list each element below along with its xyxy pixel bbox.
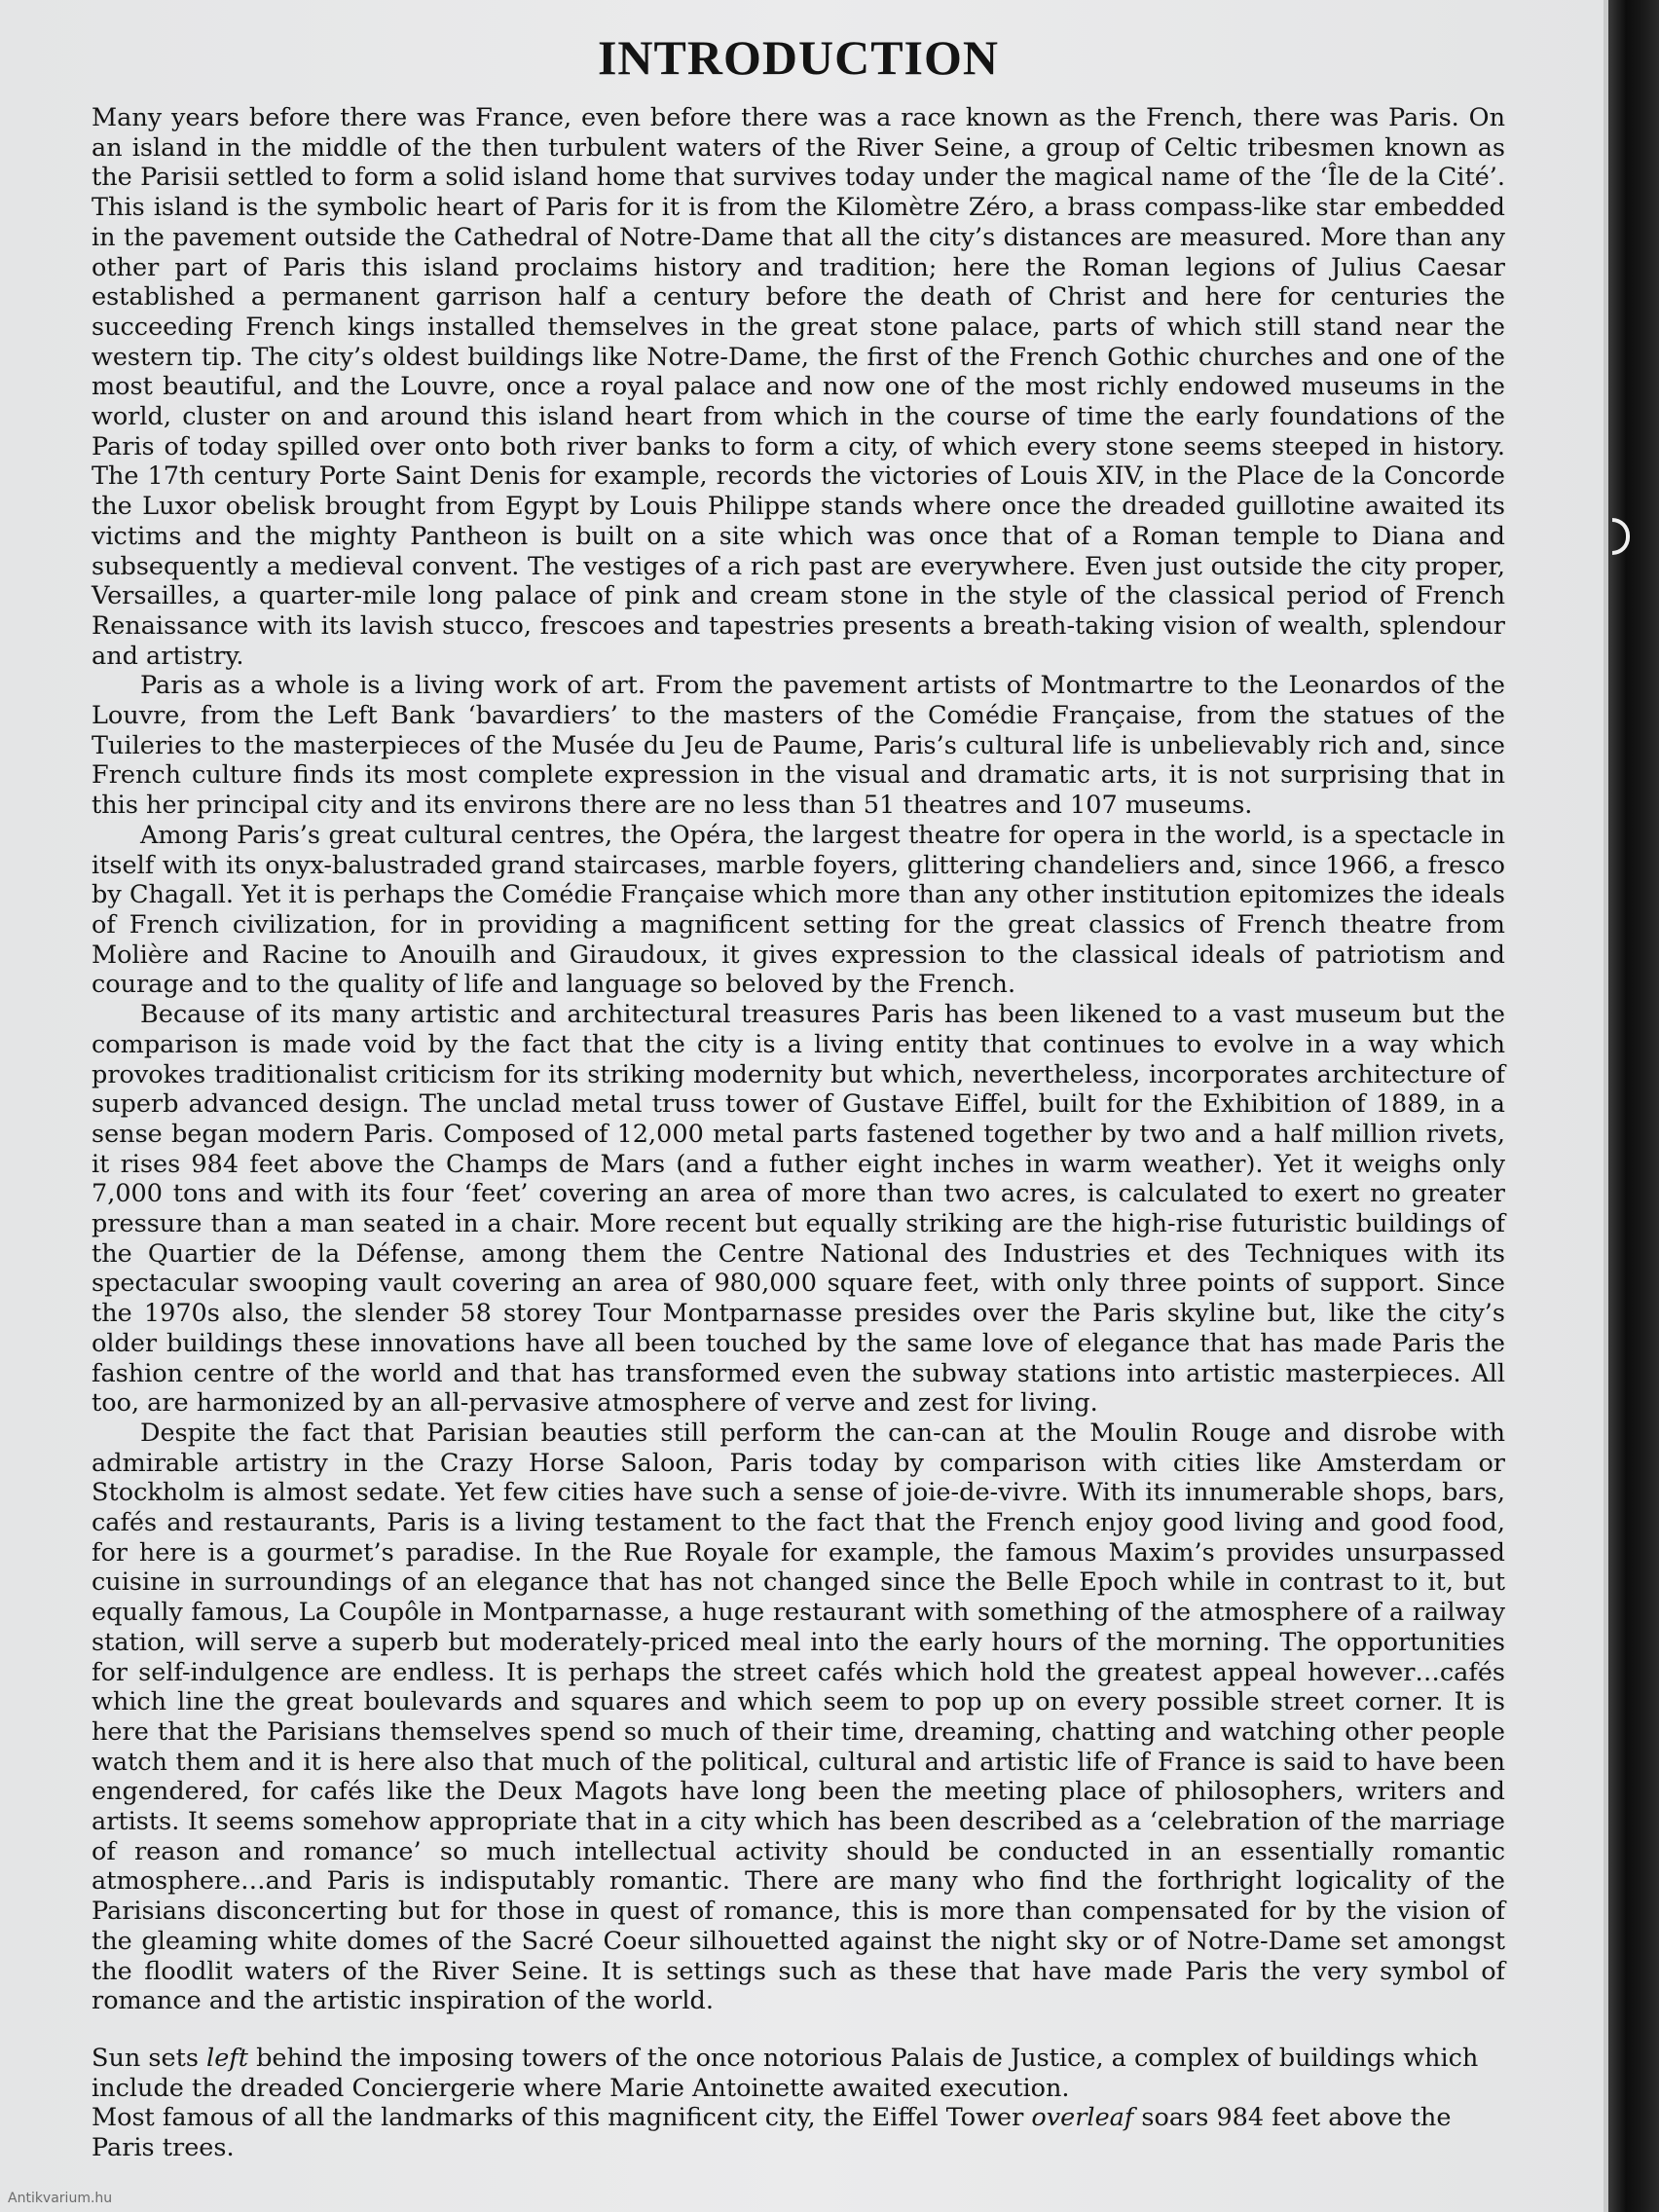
paragraph-5: Despite the fact that Parisian beauties still perform the can-can at the Moulin Rouge and disrobe with admirable artistry in the Crazy Horse Saloon, Paris today by comparison with cities like Amsterdam or Stockholm is almost sedate. Yet few cities have such a sense of joie-de-vivre. With its innumerable shops, bars, cafés and restaurants, Paris is a living testament to the fact that the French enjoy good living and good food, for here is a gourmet’s paradise. In the Rue Royale for example, the famous Maxim’s provides unsurpassed cuisine in surroundings of an elegance that has not changed since the Belle Epoch while in contrast to it, but equally famous, La Coupôle in Montparnasse, a huge restaurant with something of the atmosphere of a railway station, will serve a superb but moderately-priced meal into the early hours of the morning. The opportunities for self-indulgence are endless. It is perhaps the street cafés which hold the greatest appeal however…cafés which line the great boulevards and squares and which seem to pop up on every possible street corner. It is here that the Parisians themselves spend so much of their time, dreaming, chatting and watching other people watch them and it is here also that much of the political, cultural and artistic life of France is said to have been engendered, for cafés like the Deux Magots have long been the meeting place of philosophers, writers and artists. It seems somehow appropriate that in a city which has been described as a ‘celebration of the marriage of reason and romance’ so much intellectual activity should be conducted in an essentially romantic atmosphere…and Paris is indisputably romantic. There are many who find the forthright logicality of the Parisians disconcerting but for those in quest of romance, this is more than compensated for by the vision of the gleaming white domes of the Sacré Coeur silhouetted against the night sky or of Notre-Dame set amongst the floodlit waters of the River Seine. It is settings such as these that have made Paris the very symbol of romance and the artistic inspiration of the world. <box>92 1418 1505 2016</box>
caption-1-text-start: Sun sets <box>92 2044 207 2073</box>
photo-captions <box>92 2044 1505 2163</box>
page-title: INTRODUCTION <box>597 30 1000 85</box>
caption-1-direction: left <box>206 2044 248 2073</box>
caption-1 <box>92 2044 1505 2103</box>
caption-2-text-end: soars 984 feet above the Paris trees. <box>92 2103 1452 2163</box>
caption-2 <box>92 2103 1505 2162</box>
book-binding <box>1608 0 1659 2212</box>
introduction-body <box>92 103 1505 2016</box>
paragraph-4: Because of its many artistic and architectural treasures Paris has been likened to a vast museum but the comparison is made void by the fact that the city is a living entity that continues to evolve in a way which provokes traditionalist criticism for its striking modernity but which, nevertheless, incorporates architecture of superb advanced design. The unclad metal truss tower of Gustave Eiffel, built for the Exhibition of 1889, in a sense began modern Paris. Composed of 12,000 metal parts fastened together by two and a half million rivets, it rises 984 feet above the Champs de Mars (and a futher eight inches in warm weather). Yet it weighs only 7,000 tons and with its four ‘feet’ covering an area of more than two acres, is calculated to exert no greater pressure than a man seated in a chair. More recent but equally striking are the high-rise futuristic buildings of the Quartier de la Défense, among them the Centre National des Industries et des Techniques with its spectacular swooping vault covering an area of 980,000 square feet, with only three points of support. Since the 1970s also, the slender 58 storey Tour Montparnasse presides over the Paris skyline but, like the city’s older buildings these innovations have all been touched by the same love of elegance that has made Paris the fashion centre of the world and that has transformed even the subway stations into artistic masterpieces. All too, are harmonized by an all-pervasive atmosphere of verve and zest for living. <box>92 1000 1505 1419</box>
paragraph-3: Among Paris’s great cultural centres, the Opéra, the largest theatre for opera in the world, is a spectacle in itself with its onyx-balustraded grand staircases, marble foyers, glittering chandeliers and, since 1966, a fresco by Chagall. Yet it is perhaps the Comédie Française which more than any other institution epitomizes the ideals of French civilization, for in providing a magnificent setting for the great classics of French theatre from Molière and Racine to Anouilh and Giraudoux, it gives expression to the classical ideals of patriotism and courage and to the quality of life and language so beloved by the French. <box>92 820 1505 1000</box>
caption-2-direction: overleaf <box>1031 2103 1134 2133</box>
caption-2-text-start: Most famous of all the landmarks of this magnificent city, the Eiffel Tower <box>92 2103 1032 2133</box>
caption-1-text-end: behind the imposing towers of the once notorious Palais de Justice, a complex of buildings which include the dreaded Conciergerie where Marie Antoinette awaited execution. <box>92 2044 1479 2103</box>
watermark: Antikvarium.hu <box>8 2191 113 2206</box>
page-content <box>92 27 1505 2163</box>
paragraph-1: Many years before there was France, even before there was a race known as the French, there was Paris. On an island in the middle of the then turbulent waters of the River Seine, a group of Celtic tribesmen known as the Parisii settled to form a solid island home that survives today under the magical name of the ‘Île de la Cité’. This island is the symbolic heart of Paris for it is from the Kilomètre Zéro, a brass compass-like star embedded in the pavement outside the Cathedral of Notre-Dame that all the city’s distances are measured. More than any other part of Paris this island proclaims history and tradition; here the Roman legions of Julius Caesar established a permanent garrison half a century before the death of Christ and here for centuries the succeeding French kings installed themselves in the great stone palace, parts of which still stand near the western tip. The city’s oldest buildings like Notre-Dame, the first of the French Gothic churches and one of the most beautiful, and the Louvre, once a royal palace and now one of the most richly endowed museums in the world, cluster on and around this island heart from which in the course of time the early foundations of the Paris of today spilled over onto both river banks to form a city, of which every stone seems steeped in history. The 17th century Porte Saint Denis for example, records the victories of Louis XIV, in the Place de la Concorde the Luxor obelisk brought from Egypt by Louis Philippe stands where once the dreaded guillotine awaited its victims and the mighty Pantheon is built on a site which was once that of a Roman temple to Diana and subsequently a medieval convent. The vestiges of a rich past are everywhere. Even just outside the city proper, Versailles, a quarter-mile long palace of pink and cream stone in the style of the classical period of French Renaissance with its lavish stucco, frescoes and tapestries presents a breath-taking vision of wealth, splendour and artistry. <box>92 103 1505 671</box>
paragraph-2: Paris as a whole is a living work of art. From the pavement artists of Montmartre to the Leonardos of the Louvre, from the Left Bank ‘bavardiers’ to the masters of the Comédie Française, from the statues of the Tuileries to the masterpieces of the Musée du Jeu de Paume, Paris’s cultural life is unbelievably rich and, since French culture finds its most complete expression in the visual and dramatic arts, it is not surprising that in this her principal city and its environs there are no less than 51 theatres and 107 museums. <box>92 671 1505 821</box>
